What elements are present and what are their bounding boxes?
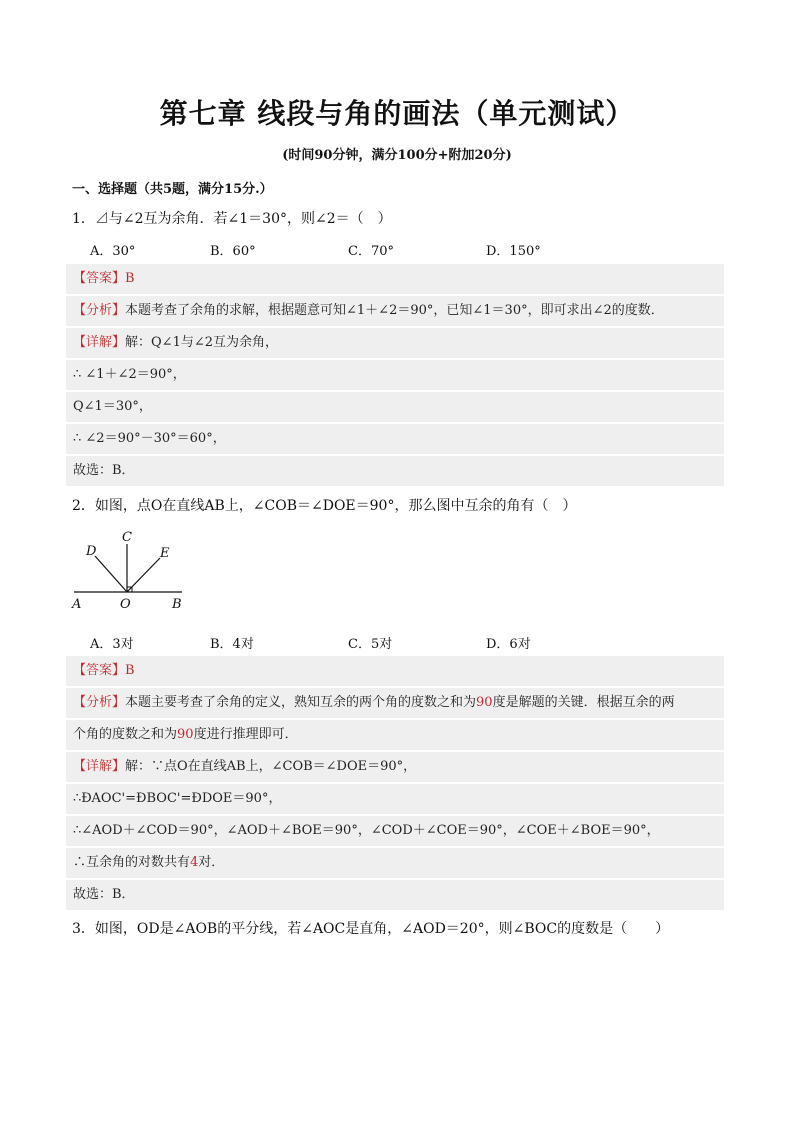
option-d[interactable]: D．150° xyxy=(486,244,541,259)
page-title: 第七章 线段与角的画法（单元测试） xyxy=(159,97,635,130)
question-2-options xyxy=(90,633,690,653)
label-d: D xyxy=(86,544,97,559)
option-c[interactable]: C．70° xyxy=(348,244,394,259)
analysis-number: 90 xyxy=(476,695,493,710)
page-subtitle: (时间90分钟，满分100分+附加20分) xyxy=(282,148,512,163)
detail-row xyxy=(66,424,724,456)
question-1-stem: 1．⊿与∠2互为余角．若∠1＝30°，则∠2＝（ ） xyxy=(72,211,392,227)
label-c: C xyxy=(122,530,132,545)
option-b[interactable]: B．4对 xyxy=(210,637,254,652)
question-1-solution xyxy=(66,264,724,486)
question-2-solution xyxy=(66,656,724,910)
detail-tag: 【详解】 xyxy=(73,335,126,350)
analysis-tag: 【分析】 xyxy=(73,303,126,318)
detail-text: 解：Q∠1与∠2互为余角， xyxy=(125,335,279,350)
answer-value: B xyxy=(125,663,135,678)
detail-text: 对． xyxy=(198,855,225,870)
question-1-options xyxy=(90,240,690,260)
detail-row xyxy=(66,752,724,784)
answer-value: B xyxy=(125,271,135,286)
detail-row xyxy=(66,880,724,910)
analysis-text: 本题主要考查了余角的定义，熟知互余的两个角的度数之和为 xyxy=(125,695,477,710)
detail-text: ∴ ∠1＋∠2＝90°， xyxy=(73,367,186,382)
detail-text: ∴∠AOD＋∠COD＝90°，∠AOD＋∠BOE＝90°，∠COD＋∠COE＝90°，∠COE＋∠BOE＝90°， xyxy=(73,823,660,838)
option-c[interactable]: C．5对 xyxy=(348,637,393,652)
analysis-tag: 【分析】 xyxy=(73,695,126,710)
detail-row xyxy=(66,360,724,392)
detail-text: 解：∵点O在直线AB上，∠COB＝∠DOE＝90°， xyxy=(125,759,417,774)
option-a[interactable]: A．3对 xyxy=(90,637,134,652)
analysis-row xyxy=(66,296,724,328)
detail-text: ∴互余角的对数共有 xyxy=(73,855,191,870)
detail-row xyxy=(66,848,724,880)
answer-tag: 【答案】 xyxy=(73,663,126,678)
option-a[interactable]: A．30° xyxy=(90,244,136,259)
detail-text: Q∠1＝30°， xyxy=(73,399,152,414)
detail-row xyxy=(66,816,724,848)
analysis-text: 度进行推理即可． xyxy=(193,727,298,742)
analysis-text: 个角的度数之和为 xyxy=(73,727,178,742)
label-b: B xyxy=(172,597,182,612)
analysis-number: 90 xyxy=(177,727,194,742)
detail-text: ∴ ∠2＝90°－30°＝60°， xyxy=(73,431,226,446)
question-3-stem: 3．如图，OD是∠AOB的平分线，若∠AOC是直角，∠AOD＝20°，则∠BOC的度数是（ ） xyxy=(72,921,670,937)
answer-row xyxy=(66,264,724,296)
label-e: E xyxy=(160,546,170,561)
label-o: O xyxy=(120,597,131,612)
detail-tag: 【详解】 xyxy=(73,759,126,774)
angle-figure xyxy=(68,526,198,620)
analysis-row xyxy=(66,688,724,720)
analysis-row-continued xyxy=(66,720,724,752)
detail-row xyxy=(66,784,724,816)
ray-od xyxy=(95,556,127,592)
answer-row xyxy=(66,656,724,688)
option-b[interactable]: B．60° xyxy=(210,244,256,259)
section-heading: 一、选择题（共5题，满分15分.） xyxy=(72,182,273,197)
detail-number: 4 xyxy=(190,855,199,870)
question-2-stem: 2．如图，点O在直线AB上，∠COB＝∠DOE＝90°，那么图中互余的角有（ ） xyxy=(72,498,577,514)
detail-text: 故选：B． xyxy=(73,463,135,478)
detail-text: 故选：B． xyxy=(73,887,135,902)
option-d[interactable]: D．6对 xyxy=(486,637,531,652)
detail-row xyxy=(66,328,724,360)
detail-text: ∴ÐAOC'=ÐBOC'=ÐDOE＝90°， xyxy=(73,791,282,806)
analysis-text: 度是解题的关键．根据互余的两 xyxy=(492,695,675,710)
detail-row xyxy=(66,392,724,424)
label-a: A xyxy=(72,597,82,612)
detail-row xyxy=(66,456,724,486)
analysis-text: 本题考查了余角的求解，根据题意可知∠1＋∠2＝90°，已知∠1＝30°，即可求出∠2的度数． xyxy=(125,303,664,318)
answer-tag: 【答案】 xyxy=(73,271,126,286)
